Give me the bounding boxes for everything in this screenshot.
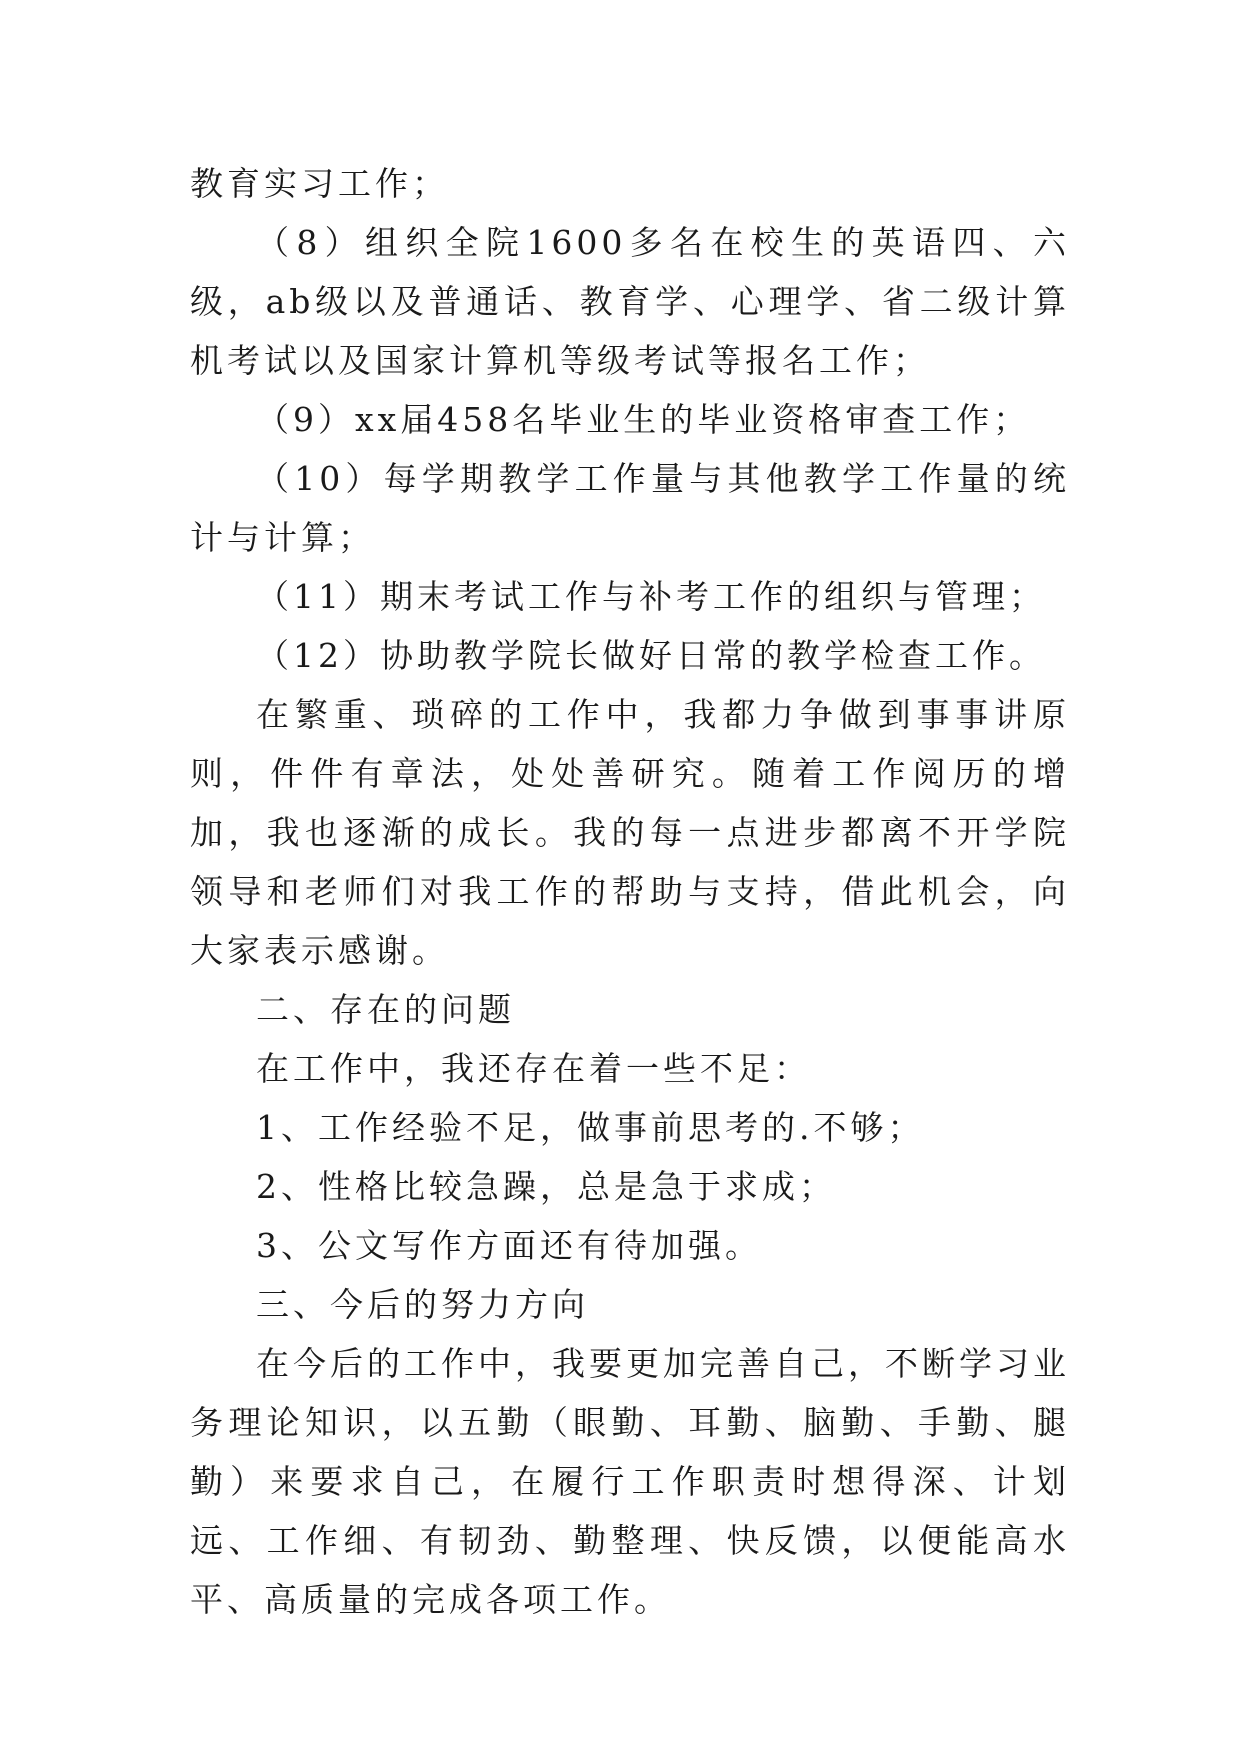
- section-heading-2: 二、存在的问题: [256, 990, 515, 1029]
- paragraph-7: 在繁重、琐碎的工作中，我都力争做到事事讲原则，件件有章法，处处善研究。随着工作阅历的增加，我也逐渐的成长。我的每一点进步都离不开学院领导和老师们对我工作的帮助与支持，借此机会，向大家表示感谢。: [190, 695, 1070, 970]
- paragraph-6: （12）协助教学院长做好日常的教学检查工作。: [256, 636, 1046, 675]
- list-item-1: 1、工作经验不足，做事前思考的.不够；: [256, 1108, 925, 1147]
- list-item-3: 3、公文写作方面还有待加强。: [256, 1226, 762, 1265]
- paragraph-3: （9）xx届458名毕业生的毕业资格审查工作；: [256, 400, 1031, 439]
- paragraph-1: 教育实习工作；: [190, 164, 449, 203]
- list-item-2: 2、性格比较急躁，总是急于求成；: [256, 1167, 836, 1206]
- document-body: [190, 154, 1070, 1629]
- paragraph-9: 在工作中，我还存在着一些不足：: [256, 1049, 811, 1088]
- paragraph-2: （8）组织全院1600多名在校生的英语四、六级，ab级以及普通话、教育学、心理学、省二级计算机考试以及国家计算机等级考试等报名工作；: [190, 223, 1070, 380]
- paragraph-4: （10）每学期教学工作量与其他教学工作量的统计与计算；: [190, 459, 1070, 557]
- paragraph-5: （11）期末考试工作与补考工作的组织与管理；: [256, 577, 1046, 616]
- paragraph-14: 在今后的工作中，我要更加完善自己，不断学习业务理论知识，以五勤（眼勤、耳勤、脑勤、手勤、腿勤）来要求自己，在履行工作职责时想得深、计划远、工作细、有韧劲、勤整理、快反馈，以便能高水平、高质量的完成各项工作。: [190, 1344, 1070, 1619]
- section-heading-3: 三、今后的努力方向: [256, 1285, 589, 1324]
